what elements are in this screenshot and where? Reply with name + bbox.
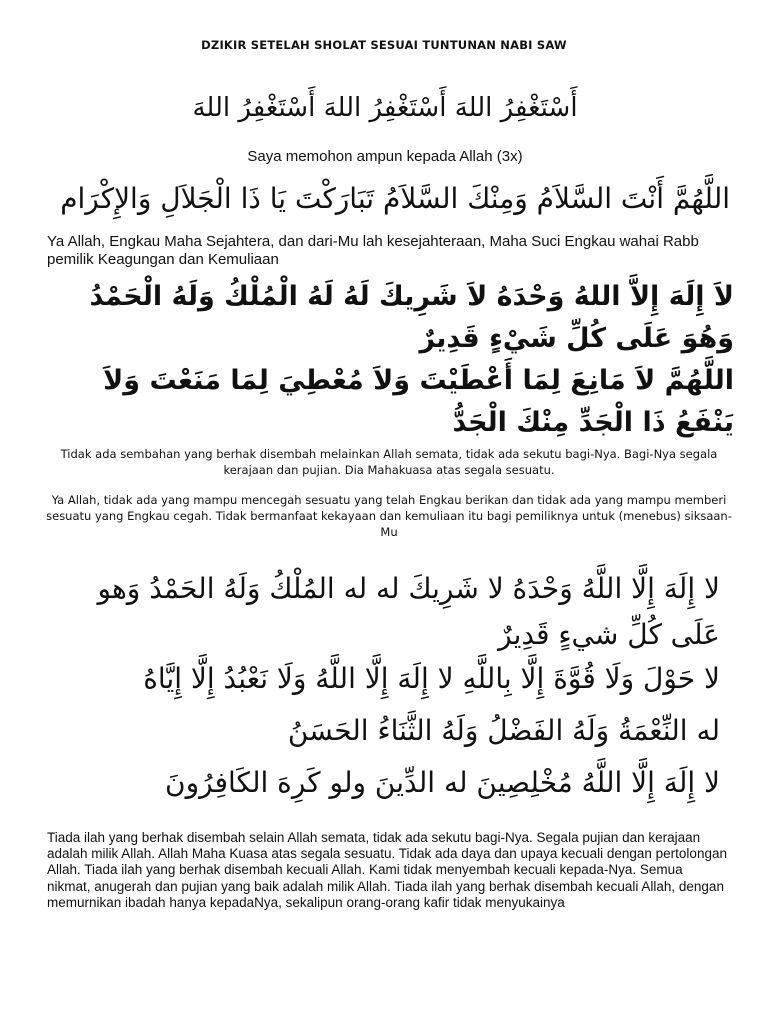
mani-arabic: اللَّهُمَّ لاَ مَانِعَ لِمَا أَعْطَيْتَ وَلاَ مُعْطِيَ لِمَا مَنَعْتَ وَلاَ يَنْفَعُ ذَا الْجَدِّ مِنْكَ الْجَدُّ <box>103 365 734 438</box>
tahlil-arabic: لاَ إِلَهَ إِلاَّ اللهُ وَحْدَهُ لاَ شَرِيكَ لَهُ لَهُ الْمُلْكُ وَلَهُ الْحَمْدُ وَهُوَ عَلَى كُلِّ شَيْءٍ قَدِيرٌ <box>89 281 734 354</box>
tahlil2-arabic: لا إِلَهَ إِلَّا اللَّهُ وَحْدَهُ لا شَرِيكَ له له المُلْكُ وَلَهُ الحَمْدُ وَهو عَلَى كُلِّ شيءٍ قَدِيرٌ <box>97 572 720 651</box>
document-title: DZIKIR SETELAH SHOLAT SESUAI TUNTUNAN NABI SAW <box>201 38 567 52</box>
nimah-arabic: له النِّعْمَةُ وَلَهُ الفَضْلُ وَلَهُ الثَّنَاءُ الحَسَنُ <box>287 714 720 747</box>
salam-arabic: اللَّهُمَّ أَنْتَ السَّلاَمُ وَمِنْكَ السَّلاَمُ تَبَارَكْتَ يَا ذَا الْجَلاَلِ وَالإِكْرَام <box>60 182 730 215</box>
salam-translation: Ya Allah, Engkau Maha Sejahtera, dan dari-Mu lah kesejahteraan, Maha Suci Engkau wahai Rabb pemilik Keagungan dan Kemuliaan <box>47 233 699 268</box>
tahlil-translation: Tidak ada sembahan yang berhak disembah melainkan Allah semata, tidak ada sekutu bagi-Nya. Bagi-Nya segala kerajaan dan pujian. Dia Mahakuasa atas segala sesuatu. <box>60 447 718 477</box>
final-translation: Tiada ilah yang berhak disembah selain Allah semata, tidak ada sekutu bagi-Nya. Segala pujian dan kerajaan adalah milik Allah. Allah Maha Kuasa atas segala sesuatu. Tidak ada daya dan upaya kecuali dengan pertolongan Allah. Tiada ilah yang berhak disembah kecuali Allah. Kami tidak menyembah kecuali kepada-Nya. Semua nikmat, anugerah dan pujian yang baik adalah milik Allah. Tiada ilah yang berhak disembah kecuali Allah, dengan memurnikan ibadah hanya kepadaNya, sekalipun orang-orang kafir tidak menyukainya <box>47 830 727 910</box>
istighfar-arabic: أَسْتَغْفِرُ اللهَ أَسْتَغْفِرُ اللهَ أَسْتَغْفِرُ اللهَ <box>192 93 578 123</box>
istighfar-translation: Saya memohon ampun kepada Allah (3x) <box>247 148 523 165</box>
mukhlisin-arabic: لا إِلَهَ إِلَّا اللَّهُ مُخْلِصِينَ له الدِّينَ ولو كَرِهَ الكَافِرُونَ <box>165 766 720 799</box>
mani-translation: Ya Allah, tidak ada yang mampu mencegah sesuatu yang telah Engkau berikan dan tidak ada yang mampu memberi sesuatu yang Engkau cegah. Tidak bermanfaat kekayaan dan kemuliaan itu bagi pemiliknya untuk (menebus) siksaan-Mu <box>46 493 732 539</box>
hawqala-arabic: لا حَوْلَ وَلَا قُوَّةَ إِلَّا بِاللَّهِ لا إِلَهَ إِلَّا اللَّهُ وَلَا نَعْبُدُ إِلَّا إِيَّاهُ <box>143 662 720 695</box>
